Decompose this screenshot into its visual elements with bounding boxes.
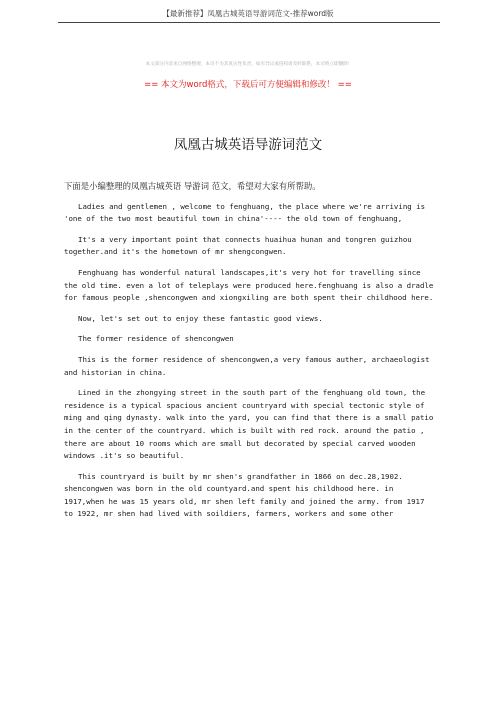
paragraph: Ladies and gentlemen , welcome to fenghuang, the place where we're arriving is 'one of the two most beautiful town in china'---- the old town of fenghuang, [64, 201, 426, 224]
paragraph: Fenghuang has wonderful natural landscapes,it's very hot for travelling since the old time. even a lot of teleplays were produced here.fenghuang is also a dradle for famous people ,shencongwen and xiongxiling are both spent their childhood here. [64, 267, 434, 303]
paragraph: This is the former residence of shencongwen,a very famous auther, archaeologist and historian in china. [64, 354, 430, 377]
section-heading: The former residence of shencongwen [78, 334, 234, 344]
document-title: 凤凰古城英语导游词范文 [173, 137, 323, 153]
page-header: 【最新推荐】凤凰古城英语导游词范文-推荐word版 [162, 9, 334, 18]
header-divider [58, 22, 440, 23]
word-format-notice: == 本文为word格式，下载后可方便编辑和修改！ == [144, 80, 352, 90]
paragraph: Now, let's set out to enjoy these fantastic good views. [78, 313, 323, 323]
intro-paragraph: 下面是小编整理的凤凰古城英语 导游词 范文，希望对大家有所帮助。 [64, 181, 321, 191]
paragraph: This countryard is built by mr shen's grandfather in 1866 on dec.28,1902. shencongwen was born in the old countyard.and spent his childhood here. in 1917,when he was 15 years old, mr shen left family and joined the army. from 1917 to 1922, mr shen had lived with soildiers, farmers, workers and some other [64, 471, 425, 519]
paragraph: It's a very important point that connects huaihua hunan and tongren guizhou together.and it's the hometown of mr shengcongwen. [64, 234, 412, 257]
document-body [64, 180, 436, 529]
disclaimer-text: 本文部分内容来自网络整理，本司不为其真实性负责，如有异议或侵权请及时联系，本司将立即删除！ [145, 62, 353, 67]
paragraph: Lined in the zhongying street in the south part of the fenghuang old town, the residence is a typical spacious ancient countryard with special tectonic style of ming and qing dynasty. walk into the yard, you can find that there is a small patio in the center of the countryard. which is built with red rock. around the patio , there are about 10 rooms which are small but decorated by special carved wooden windows .it's so beautiful. [64, 388, 434, 461]
